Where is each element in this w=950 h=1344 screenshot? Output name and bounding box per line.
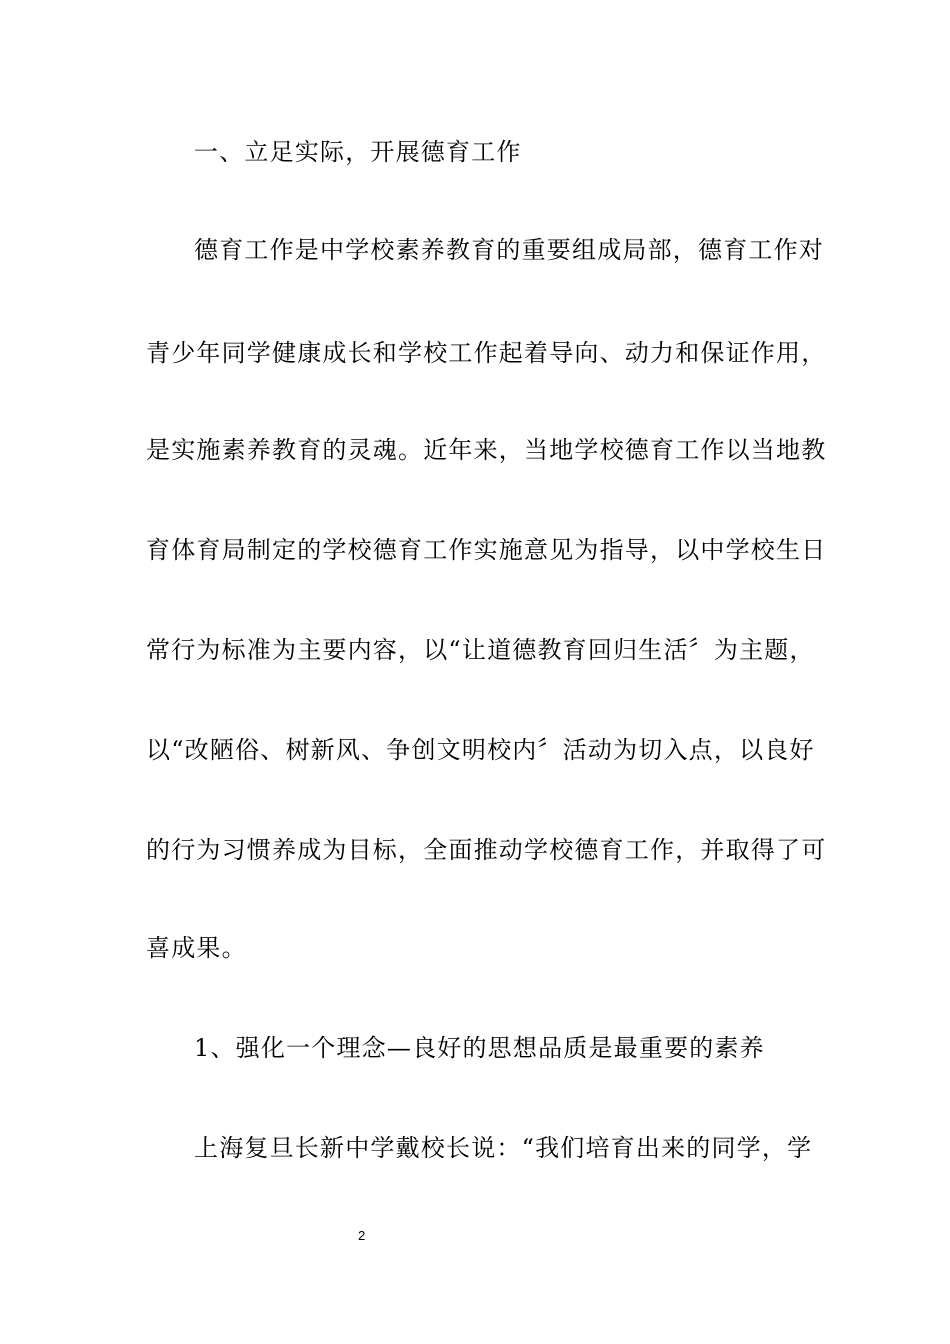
paragraph-line: 上海复旦长新中学戴校长说：“我们培育出来的同学，学 xyxy=(194,1134,813,1162)
paragraph-line: 常行为标准为主要内容，以“让道德教育回归生活〞为主题， xyxy=(146,636,815,664)
page-number: 2 xyxy=(358,1228,366,1243)
section-heading: 一、立足实际，开展德育工作 xyxy=(194,138,522,166)
paragraph-line: 是实施素养教育的灵魂。近年来，当地学校德育工作以当地教 xyxy=(146,436,827,464)
paragraph-line: 育体育局制定的学校德育工作实施意见为指导，以中学校生日 xyxy=(146,536,827,564)
paragraph-line: 喜成果。 xyxy=(146,934,247,962)
paragraph-line: 青少年同学健康成长和学校工作起着导向、动力和保证作用， xyxy=(146,339,827,367)
paragraph-line: 的行为习惯养成为目标，全面推动学校德育工作，并取得了可 xyxy=(146,836,827,864)
paragraph-line: 以“改陋俗、树新风、争创文明校内〞活动为切入点，以良好 xyxy=(146,736,815,764)
paragraph-line: 德育工作是中学校素养教育的重要组成局部，德育工作对 xyxy=(194,236,824,264)
subheading: 1、强化一个理念—良好的思想品质是最重要的素养 xyxy=(194,1034,765,1062)
